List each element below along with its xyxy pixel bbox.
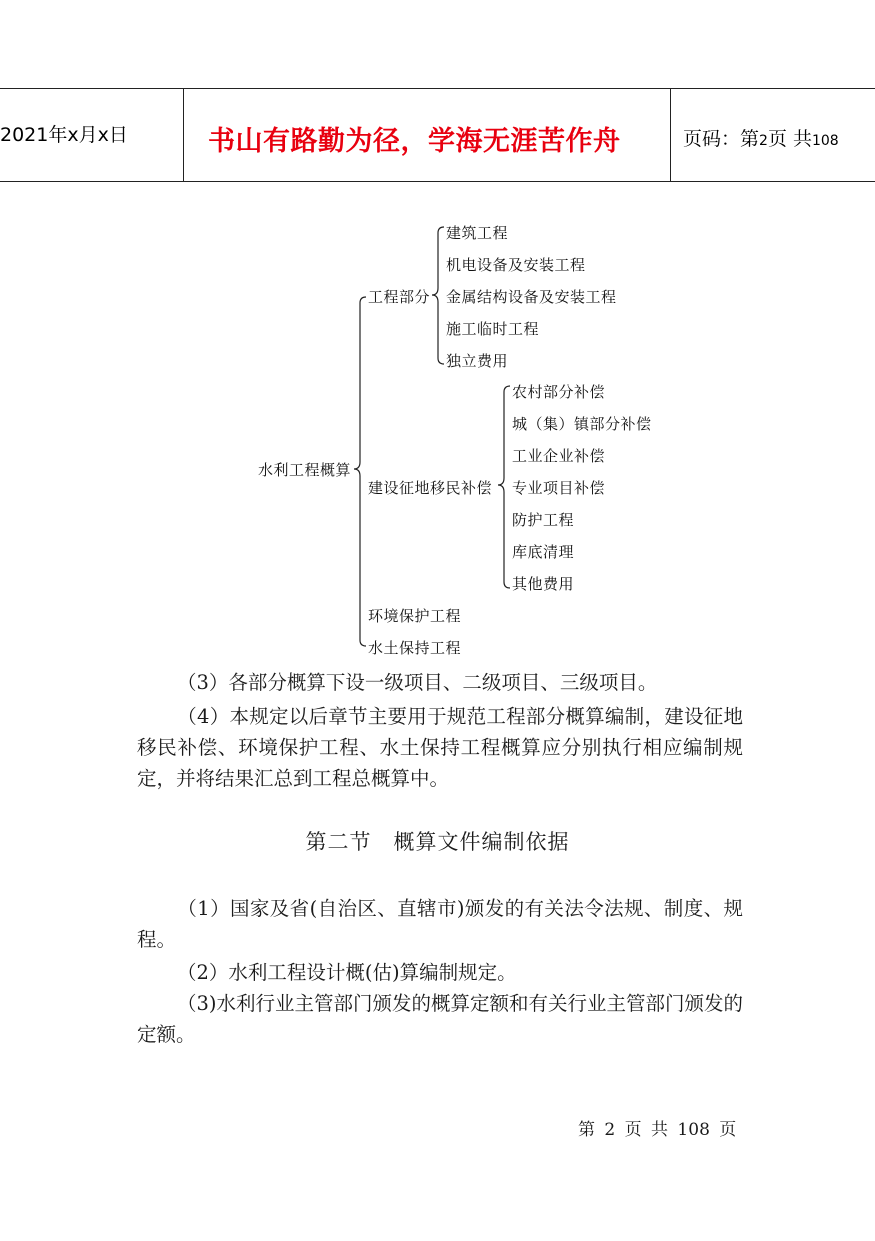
tree-leaf: 防护工程: [512, 511, 575, 529]
tree-leaf: 农村部分补偿: [512, 383, 606, 401]
header-motto: 书山有路勤为径，学海无涯苦作舟: [208, 126, 621, 157]
tree-leaf: 机电设备及安装工程: [446, 256, 586, 274]
tree-leaf: 施工临时工程: [446, 320, 540, 338]
tree-leaf: 金属结构设备及安装工程: [446, 288, 617, 306]
basis-item-2: （2）水利工程设计概(估)算编制规定。: [177, 961, 517, 984]
tree-leaf: 库底清理: [512, 543, 575, 561]
header-date: 2021年x月x日: [0, 124, 128, 146]
tree-leaf: 专业项目补偿: [512, 479, 606, 497]
paragraph-item-3: （3）各部分概算下设一级项目、二级项目、三级项目。: [177, 671, 658, 694]
page-number: 2: [759, 133, 768, 149]
tree-leaf: 建筑工程: [446, 224, 509, 242]
tree-leaf: 其他费用: [512, 575, 575, 593]
tree-branch-environment: 环境保护工程: [368, 607, 462, 625]
page-total: 108: [811, 133, 839, 149]
paragraph-item-4: （4）本规定以后章节主要用于规范工程部分概算编制，建设征地移民补偿、环境保护工程、水土保持工程概算应分别执行相应编制规定，并将结果汇总到工程总概算中。: [137, 705, 743, 790]
tree-leaf: 工业企业补偿: [512, 447, 606, 465]
tree-branch-soil: 水土保持工程: [368, 639, 462, 657]
page-footer: 第 2 页 共 108 页: [578, 1120, 737, 1140]
tree-branch-resettlement: 建设征地移民补偿: [368, 479, 493, 497]
tree-leaf: 城（集）镇部分补偿: [512, 415, 652, 433]
basis-item-3: （3)水利行业主管部门颁发的概算定额和有关行业主管部门颁发的定额。: [137, 992, 744, 1046]
basis-item-1: （1）国家及省(自治区、直辖市)颁发的有关法令法规、制度、规程。: [137, 897, 743, 951]
tree-root: 水利工程概算: [258, 461, 352, 479]
tree-leaf: 独立费用: [446, 352, 509, 370]
page-label-mid: 页 共: [767, 128, 812, 150]
section-title: 第二节 概算文件编制依据: [305, 830, 570, 854]
page-label: 页码：第: [683, 128, 760, 150]
tree-branch-engineering: 工程部分: [368, 288, 431, 306]
